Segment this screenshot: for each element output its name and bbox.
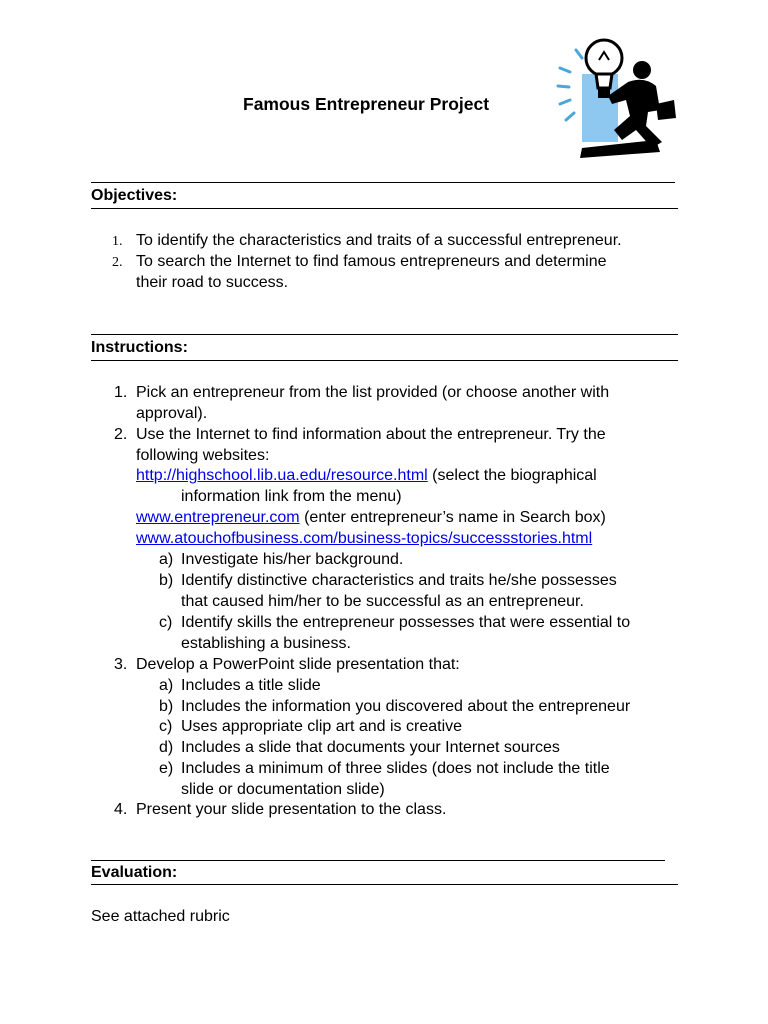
sub-text: slide or documentation slide) <box>181 781 385 798</box>
website-note: information link from the menu) <box>181 488 402 505</box>
instruction-number: 1. <box>114 384 128 401</box>
objective-number: 1. <box>112 234 123 249</box>
instruction-text: following websites: <box>136 447 270 464</box>
instruction-number: 2. <box>114 426 128 443</box>
objectives-heading: Objectives: <box>91 187 178 204</box>
sub-text: Investigate his/her background. <box>181 551 404 568</box>
divider-line <box>91 182 675 183</box>
sub-text: Includes a minimum of three slides (does not include the title <box>181 760 610 777</box>
instruction-text: Present your slide presentation to the class. <box>136 801 447 818</box>
objective-number: 2. <box>112 255 123 270</box>
evaluation-text: See attached rubric <box>91 908 230 925</box>
divider-line <box>91 360 678 361</box>
objective-text: To search the Internet to find famous entrepreneurs and determine <box>136 253 607 270</box>
highschool-resource-link[interactable]: http://highschool.lib.ua.edu/resource.html <box>136 467 428 484</box>
sub-letter: e) <box>159 760 174 777</box>
divider-line <box>91 208 678 209</box>
page-title: Famous Entrepreneur Project <box>243 94 490 114</box>
sub-text: Includes the information you discovered about the entrepreneur <box>181 698 631 715</box>
sub-letter: b) <box>159 698 174 715</box>
sub-text: Includes a title slide <box>181 677 321 694</box>
instruction-text: approval). <box>136 405 208 422</box>
sub-text: Includes a slide that documents your Internet sources <box>181 739 560 756</box>
sub-letter: a) <box>159 677 174 694</box>
objective-text: To identify the characteristics and traits of a successful entrepreneur. <box>136 232 622 249</box>
atouchofbusiness-link[interactable]: www.atouchofbusiness.com/business-topics/successstories.html <box>136 530 593 547</box>
sub-letter: a) <box>159 551 174 568</box>
evaluation-heading: Evaluation: <box>91 864 178 881</box>
sub-text: establishing a business. <box>181 635 351 652</box>
sub-letter: c) <box>159 614 173 631</box>
instruction-text: Develop a PowerPoint slide presentation that: <box>136 656 460 673</box>
website-note: (enter entrepreneur’s name in Search box) <box>299 509 606 526</box>
instruction-number: 4. <box>114 801 128 818</box>
sub-letter: c) <box>159 718 173 735</box>
sub-text: Identify skills the entrepreneur possesses that were essential to <box>181 614 631 631</box>
entrepreneur-com-link[interactable]: www.entrepreneur.com <box>136 509 300 526</box>
divider-line <box>91 884 678 885</box>
divider-line <box>91 334 678 335</box>
entrepreneur-lightbulb-clipart <box>552 30 682 160</box>
instructions-heading: Instructions: <box>91 339 188 356</box>
lightbulb-rays-icon <box>558 50 582 120</box>
sub-text: that caused him/her to be successful as an entrepreneur. <box>181 593 584 610</box>
website-note: (select the biographical <box>427 467 597 484</box>
divider-line <box>91 860 665 861</box>
instruction-number: 3. <box>114 656 128 673</box>
objective-text: their road to success. <box>136 274 289 291</box>
website-line <box>136 508 606 528</box>
sub-letter: b) <box>159 572 174 589</box>
website-line <box>136 466 597 486</box>
sub-letter: d) <box>159 739 174 756</box>
instruction-text: Use the Internet to find information about the entrepreneur. Try the <box>136 426 606 443</box>
instruction-text: Pick an entrepreneur from the list provided (or choose another with <box>136 384 610 401</box>
website-line <box>136 529 592 549</box>
sub-text: Uses appropriate clip art and is creative <box>181 718 463 735</box>
sub-text: Identify distinctive characteristics and traits he/she possesses <box>181 572 617 589</box>
